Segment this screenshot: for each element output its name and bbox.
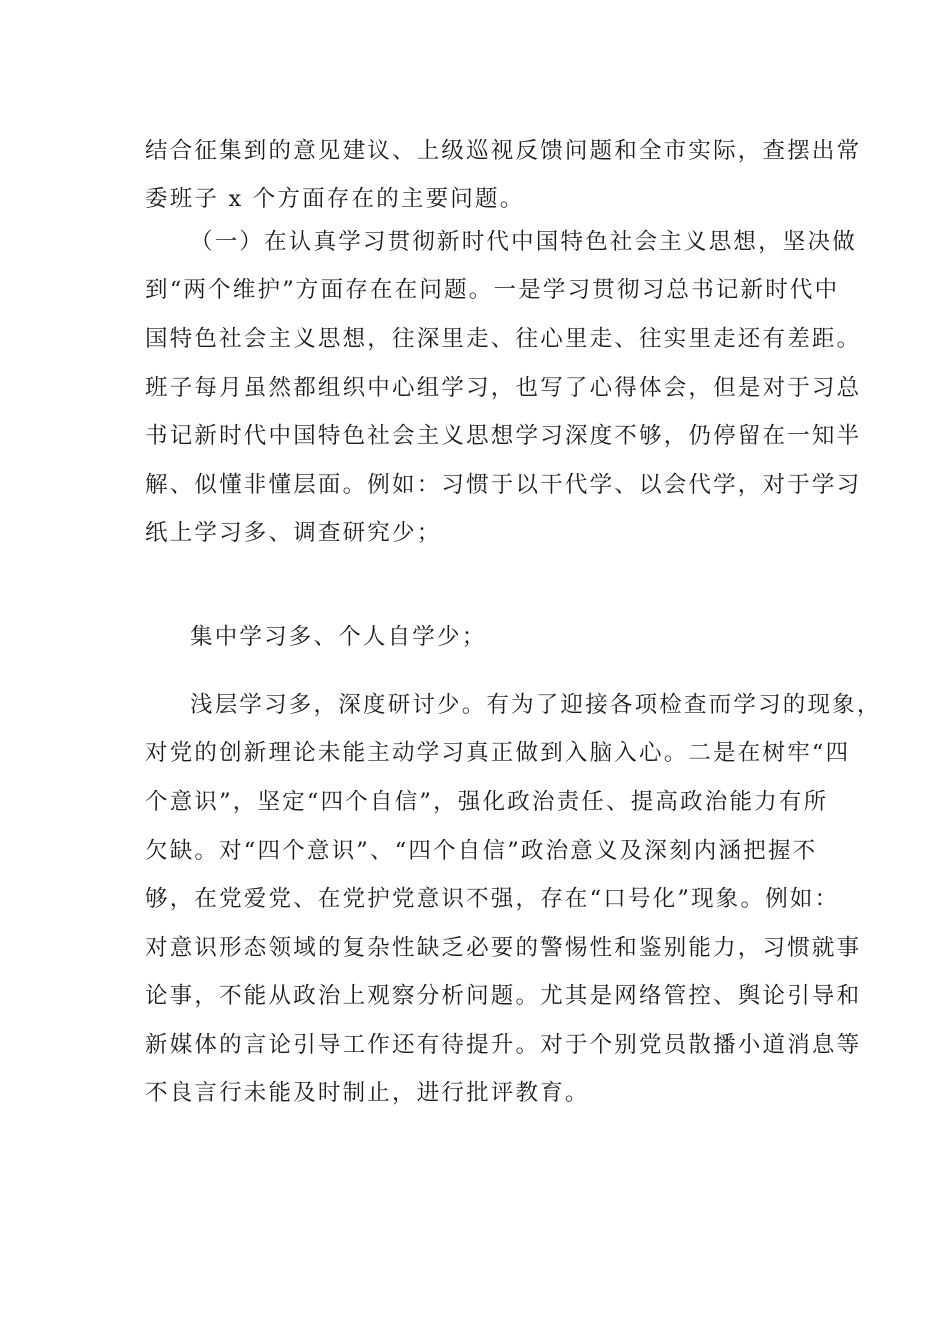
text-line: 委班子 x 个方面存在的主要问题。 xyxy=(145,186,525,212)
text-line: 班子每月虽然都组织中心组学习，也写了心得体会，但是对于习总 xyxy=(145,375,862,401)
text-line: 浅层学习多，深度研讨少。有为了迎接各项检查而学习的现象， xyxy=(190,692,882,718)
text-line: 欠缺。对“四个意识”、“四个自信”政治意义及深刻内涵把握不 xyxy=(145,838,818,864)
text-line: 集中学习多、个人自学少； xyxy=(190,624,487,650)
text-line: 不良言行未能及时制止，进行批评教育。 xyxy=(145,1080,590,1106)
text-line: 结合征集到的意见建议、上级巡视反馈问题和全市实际，查摆出常 xyxy=(145,138,862,164)
text-line: 论事，不能从政治上观察分析问题。尤其是网络管控、舆论引导和 xyxy=(145,983,862,1009)
text-line: 新媒体的言论引导工作还有待提升。对于个别党员散播小道消息等 xyxy=(145,1032,862,1058)
text-line: （一）在认真学习贯彻新时代中国特色社会主义思想，坚决做 xyxy=(190,229,857,255)
text-line: 对意识形态领域的复杂性缺乏必要的警惕性和鉴别能力，习惯就事 xyxy=(145,935,862,961)
text-line: 解、似懂非懂层面。例如：习惯于以干代学、以会代学，对于学习 xyxy=(145,472,862,498)
text-line: 到“两个维护”方面存在在问题。一是学习贯彻习总书记新时代中 xyxy=(145,277,840,303)
text-line: 对党的创新理论未能主动学习真正做到入脑入心。二是在树牢“四 xyxy=(145,740,851,766)
text-line: 国特色社会主义思想，往深里走、往心里走、往实里走还有差距。 xyxy=(145,326,862,352)
text-line: 个意识”，坚定“四个自信”，强化政治责任、提高政治能力有所 xyxy=(145,789,829,815)
text-line: 纸上学习多、调查研究少； xyxy=(145,520,442,546)
text-line: 够，在党爱党、在党护党意识不强，存在“口号化”现象。例如： xyxy=(145,886,840,912)
text-line: 书记新时代中国特色社会主义思想学习深度不够，仍停留在一知半 xyxy=(145,423,862,449)
